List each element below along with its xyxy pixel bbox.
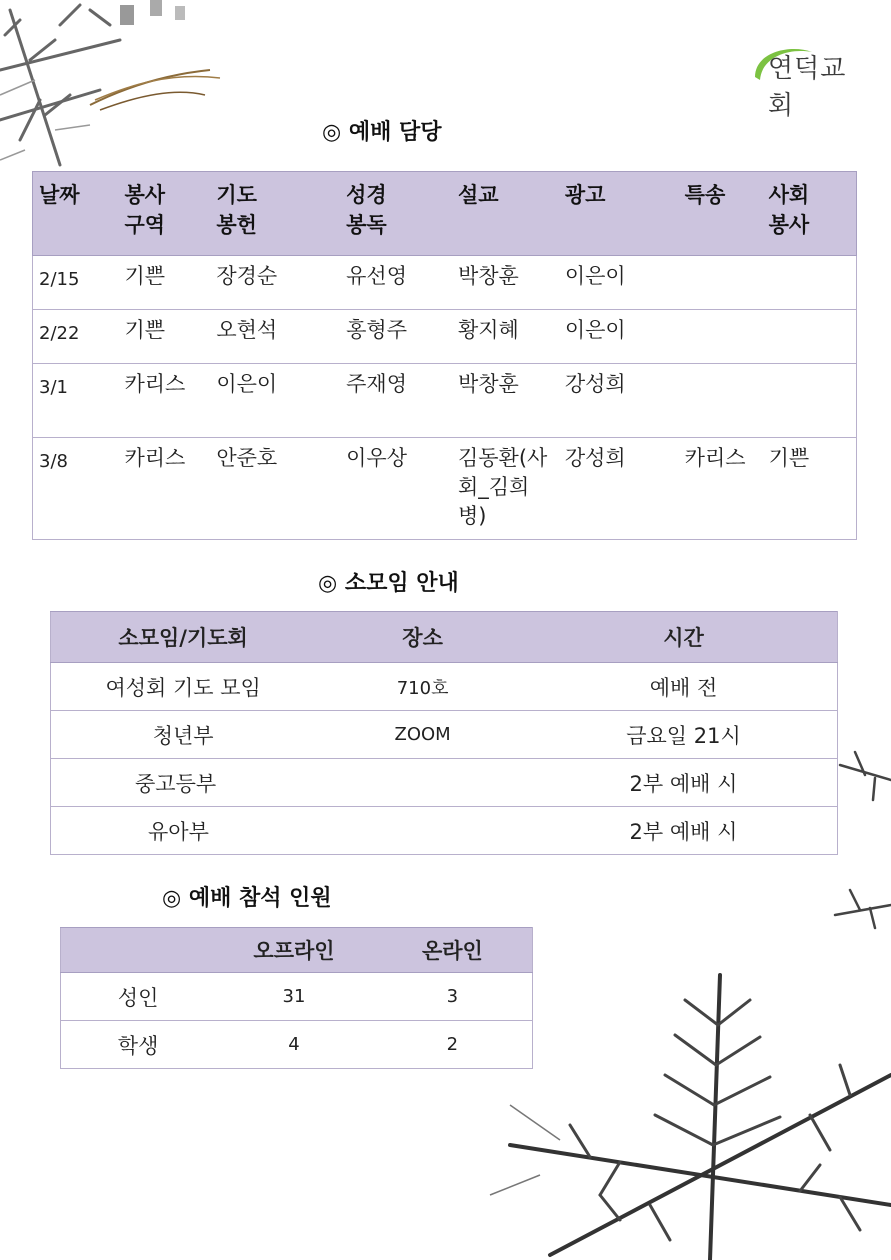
table-row	[51, 711, 838, 759]
worship-cell-scripture-reading: 홍형주	[340, 310, 452, 364]
group-name: 여성회 기도 모임	[51, 663, 316, 711]
group-place: 710호	[315, 663, 530, 711]
groups-section-title: ◎ 소모임 안내	[318, 571, 459, 596]
worship-header-line: 봉독	[346, 213, 387, 237]
worship-header-line: 구역	[124, 213, 166, 237]
attendance-header-offline: 오프라인	[215, 928, 373, 973]
worship-cell-scripture-reading: 유선영	[340, 256, 452, 310]
worship-header-sermon	[452, 172, 559, 256]
worship-cell-announcement: 강성희	[559, 438, 679, 540]
attendance-table	[60, 927, 533, 1069]
group-time: 금요일 21시	[530, 711, 838, 759]
worship-cell-prayer-offering: 안준호	[210, 438, 340, 540]
worship-header-announcement	[559, 172, 679, 256]
worship-cell-special-song: 카리스	[679, 438, 763, 540]
worship-header-line: 사회	[768, 183, 810, 207]
table-row	[33, 310, 857, 364]
worship-header-prayer-offering	[210, 172, 340, 256]
attendance-header-blank	[61, 928, 216, 973]
worship-cell-prayer-offering: 장경순	[210, 256, 340, 310]
group-name: 중고등부	[51, 759, 316, 807]
worship-cell-special-song	[679, 364, 763, 438]
table-row	[51, 663, 838, 711]
worship-header-line: 봉헌	[216, 213, 257, 237]
group-header-place: 장소	[315, 612, 530, 663]
worship-cell-service-group: 기쁜	[118, 310, 210, 364]
worship-duty-table	[32, 171, 857, 540]
small-groups-table	[50, 611, 838, 855]
worship-cell-host	[763, 310, 857, 364]
worship-header-line: 광고	[564, 183, 606, 207]
attendance-online-count: 2	[373, 1021, 533, 1069]
worship-cell-host	[763, 364, 857, 438]
attendance-section-title: ◎ 예배 참석 인원	[162, 886, 332, 911]
worship-header-line: 기도	[216, 183, 257, 207]
worship-cell-sermon: 박창훈	[452, 256, 559, 310]
attendance-offline-count: 31	[215, 973, 373, 1021]
group-header-name: 소모임/기도회	[51, 612, 316, 663]
worship-cell-host	[763, 256, 857, 310]
group-place	[315, 807, 530, 855]
worship-cell-date: 3/8	[33, 438, 119, 540]
attendance-offline-count: 4	[215, 1021, 373, 1069]
table-row	[51, 807, 838, 855]
group-time: 2부 예배 시	[530, 807, 838, 855]
attendance-header-online: 온라인	[373, 928, 533, 973]
worship-cell-date: 3/1	[33, 364, 119, 438]
group-time: 2부 예배 시	[530, 759, 838, 807]
church-logo	[750, 42, 870, 121]
snowflake-decoration-top-left	[0, 0, 240, 175]
attendance-category: 성인	[61, 973, 216, 1021]
worship-header-line: 날짜	[39, 183, 80, 207]
worship-header-row	[33, 172, 857, 256]
worship-cell-scripture-reading: 이우상	[340, 438, 452, 540]
worship-cell-sermon: 황지혜	[452, 310, 559, 364]
table-row	[33, 256, 857, 310]
worship-cell-special-song	[679, 310, 763, 364]
group-place	[315, 759, 530, 807]
worship-cell-service-group: 기쁜	[118, 256, 210, 310]
group-place: ZOOM	[315, 711, 530, 759]
worship-header-date	[33, 172, 119, 256]
worship-cell-announcement: 강성희	[559, 364, 679, 438]
attendance-online-count: 3	[373, 973, 533, 1021]
worship-cell-sermon: 박창훈	[452, 364, 559, 438]
group-name: 유아부	[51, 807, 316, 855]
worship-cell-scripture-reading: 주재영	[340, 364, 452, 438]
worship-cell-date: 2/15	[33, 256, 119, 310]
worship-cell-prayer-offering: 이은이	[210, 364, 340, 438]
worship-cell-host: 기쁜	[763, 438, 857, 540]
attendance-category: 학생	[61, 1021, 216, 1069]
worship-header-scripture-reading	[340, 172, 452, 256]
table-row	[61, 973, 533, 1021]
snowflake-decoration-bottom-right	[470, 965, 891, 1260]
worship-cell-service-group: 카리스	[118, 438, 210, 540]
worship-section-title: ◎ 예배 담당	[322, 120, 442, 145]
group-header-time: 시간	[530, 612, 838, 663]
church-logo-text: 연덕교회	[768, 54, 847, 121]
worship-cell-date: 2/22	[33, 310, 119, 364]
worship-header-line: 봉사	[124, 183, 166, 207]
group-time: 예배 전	[530, 663, 838, 711]
worship-header-line: 특송	[684, 183, 726, 207]
worship-header-line: 봉사	[768, 213, 810, 237]
worship-cell-sermon: 김동환(사회_김희병)	[452, 438, 559, 540]
worship-cell-special-song	[679, 256, 763, 310]
group-name: 청년부	[51, 711, 316, 759]
worship-header-special-song	[679, 172, 763, 256]
worship-header-service-group	[118, 172, 210, 256]
table-row	[33, 364, 857, 438]
worship-header-line: 설교	[457, 183, 499, 207]
worship-header-host	[763, 172, 857, 256]
worship-cell-service-group: 카리스	[118, 364, 210, 438]
worship-cell-prayer-offering: 오현석	[210, 310, 340, 364]
worship-cell-announcement: 이은이	[559, 310, 679, 364]
worship-header-line: 성경	[346, 183, 387, 207]
table-row	[51, 759, 838, 807]
table-row	[61, 1021, 533, 1069]
worship-cell-announcement: 이은이	[559, 256, 679, 310]
table-row	[33, 438, 857, 540]
